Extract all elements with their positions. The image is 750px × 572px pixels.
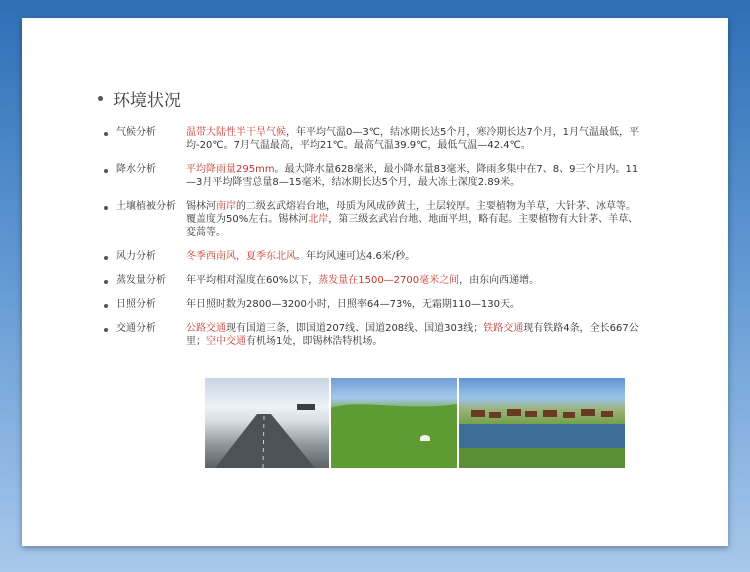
- body-text: 的二级玄武熔岩台地，母质为风成砂黄土，土层较厚。主要植物为羊草，大针茅、冰草等。覆盖度为50%左右。锡林河: [186, 201, 636, 225]
- analysis-row: [104, 126, 644, 152]
- highlighted-text: 蒸发量在1500—2700毫米之间: [318, 275, 460, 286]
- body-text: 年日照时数为2800—3200小时，日照率64—73%，无霜期110—130天。: [186, 299, 521, 310]
- row-text: [186, 274, 644, 287]
- highlighted-text: 北岸: [308, 214, 329, 225]
- row-text: [186, 298, 644, 311]
- body-text: ，第三级玄武岩台地、地面平坦，略有起。主要植物有大针茅、羊草、変蒿等。: [186, 214, 639, 238]
- body-text: ，年平均气温0—3℃，结冰期长达5个月，寒冷期长达7个月，1月气温最低，平均-20℃。7月气温最高，平均21℃。最高气温39.9℃，最低气温—42.4℃。: [186, 127, 640, 151]
- bullet-dot: [104, 169, 108, 173]
- highlighted-text: 空中交通: [206, 336, 246, 347]
- photo-strip: [205, 378, 627, 468]
- analysis-row: [104, 322, 644, 348]
- highlighted-text: 南岸: [216, 201, 236, 212]
- row-label: 日照分析: [116, 299, 156, 310]
- row-text: [186, 250, 644, 263]
- title-row: [98, 86, 181, 111]
- bullet-dot: [104, 206, 108, 210]
- bullet-dot: [104, 256, 108, 260]
- green-grassland-yurt-photo: [331, 378, 457, 468]
- bullet-dot: [104, 132, 108, 136]
- body-text: 。最大降水量628毫米，最小降水量83毫米，降雨多集中在7、8、9三个月内。11—3月平均降雪总量8—15毫米，结冰期长达5个月，最大冻土深度2.89米。: [186, 164, 639, 188]
- bullet-dot: [104, 328, 108, 332]
- body-text: 现有国道三条，即国道207线、国道208线、国道303线；: [226, 323, 484, 334]
- body-text: ，由东向西递增。: [459, 275, 540, 286]
- analysis-list: [104, 126, 644, 359]
- slide-title: 环境状况: [113, 91, 181, 111]
- row-label: 气候分析: [116, 127, 156, 138]
- horses-at-river-photo: [459, 378, 625, 468]
- analysis-row: [104, 200, 644, 239]
- row-label: 降水分析: [116, 164, 156, 175]
- highlighted-text: 平均降雨量295mm: [186, 164, 275, 175]
- row-label: 蒸发量分析: [116, 275, 166, 286]
- analysis-row: [104, 163, 644, 189]
- bullet-dot: [98, 96, 103, 101]
- row-text: [186, 126, 644, 152]
- body-text: 。年均风速可达4.6米/秒。: [296, 251, 416, 262]
- row-text: [186, 322, 644, 348]
- body-text: 现有铁路4条，全长667公里；: [186, 323, 639, 347]
- analysis-row: [104, 274, 644, 287]
- analysis-row: [104, 298, 644, 311]
- row-text: [186, 200, 644, 239]
- analysis-row: [104, 250, 644, 263]
- bullet-dot: [104, 304, 108, 308]
- highlighted-text: 公路交通: [186, 323, 226, 334]
- highlighted-text: 铁路交通: [483, 323, 524, 334]
- body-text: 锡林河: [186, 201, 216, 212]
- body-text: 有机场1处，即锡林浩特机场。: [246, 336, 383, 347]
- body-text: 年平均相对湿度在60%以下，: [186, 275, 319, 286]
- row-label: 交通分析: [116, 323, 156, 334]
- highlighted-text: 冬季西南风，夏季东北风: [186, 251, 296, 262]
- snowy-road-photo: [205, 378, 329, 468]
- bullet-dot: [104, 280, 108, 284]
- highlighted-text: 温带大陆性半干旱气候: [186, 127, 286, 138]
- row-label: 土壤植被分析: [116, 201, 176, 212]
- row-text: [186, 163, 644, 189]
- row-label: 风力分析: [116, 251, 156, 262]
